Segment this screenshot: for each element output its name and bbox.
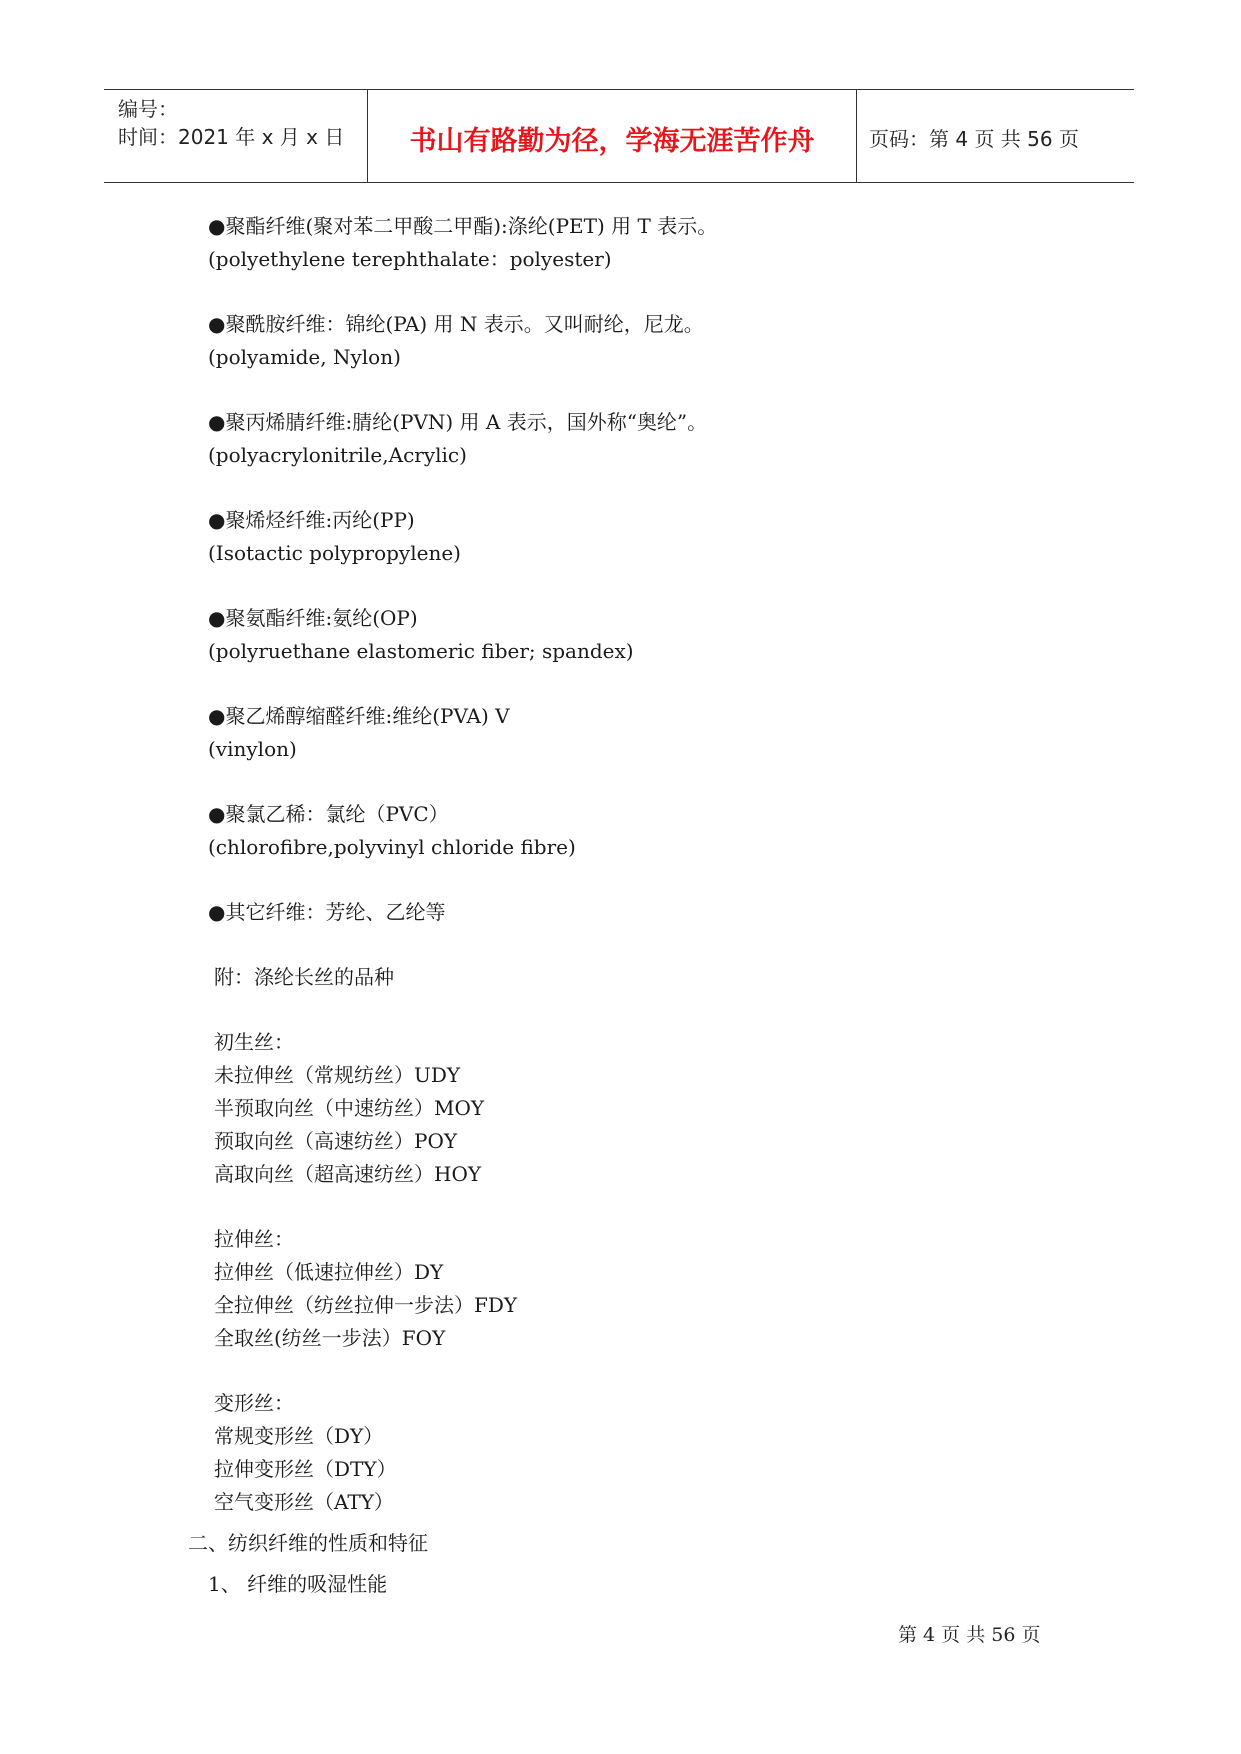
subsection-heading: 1、 纤维的吸湿性能 (208, 1572, 388, 1596)
group-item: 空气变形丝（ATY） (214, 1490, 394, 1514)
header-motto-cell (367, 90, 857, 182)
fiber-name: ●聚酯纤维(聚对苯二甲酸二甲酯):涤纶(PET) 用 T 表示。 (208, 214, 718, 238)
fiber-english: (chlorofibre,polyvinyl chloride fibre) (208, 835, 576, 859)
fiber-name: ●聚氨酯纤维:氨纶(OP) (208, 606, 418, 630)
document-date-label: 时间：2021 年 x 月 x 日 (118, 125, 345, 149)
group-title: 拉伸丝： (214, 1227, 294, 1251)
page-footer: 第 4 页 共 56 页 (898, 1624, 1041, 1646)
fiber-english: (Isotactic polypropylene) (208, 541, 461, 565)
fiber-name: ●聚丙烯腈纤维:腈纶(PVN) 用 A 表示，国外称“奥纶”。 (208, 410, 708, 434)
fiber-name: ●聚乙烯醇缩醛纤维:维纶(PVA) V (208, 704, 510, 728)
section-heading: 二、纺织纤维的性质和特征 (188, 1531, 428, 1555)
header-table (104, 89, 1134, 183)
fiber-english: (polyamide, Nylon) (208, 345, 401, 369)
group-title: 初生丝： (214, 1030, 294, 1054)
group-title: 变形丝： (214, 1391, 294, 1415)
header-motto: 书山有路勤为径，学海无涯苦作舟 (409, 126, 815, 157)
document-number-label: 编号： (118, 97, 178, 121)
fiber-name: ●聚酰胺纤维：锦纶(PA) 用 N 表示。又叫耐纶，尼龙。 (208, 312, 704, 336)
appendix-title: 附：涤纶长丝的品种 (214, 965, 394, 989)
fiber-english: (polyethylene terephthalate：polyester) (208, 247, 612, 271)
fiber-english: (polyruethane elastomeric fiber; spandex) (208, 639, 634, 663)
group-item: 拉伸丝（低速拉伸丝）DY (214, 1260, 444, 1284)
fiber-english: (polyacrylonitrile,Acrylic) (208, 443, 467, 467)
group-item: 全拉伸丝（纺丝拉伸一步法）FDY (214, 1293, 518, 1317)
group-item: 未拉伸丝（常规纺丝）UDY (214, 1063, 461, 1087)
group-item: 预取向丝（高速纺丝）POY (214, 1129, 458, 1153)
fiber-english: (vinylon) (208, 737, 297, 761)
other-fibers: ●其它纤维：芳纶、乙纶等 (208, 900, 446, 924)
fiber-name: ●聚烯烃纤维:丙纶(PP) (208, 508, 415, 532)
header-info-cell (104, 90, 367, 182)
group-item: 半预取向丝（中速纺丝）MOY (214, 1096, 485, 1120)
group-item: 全取丝(纺丝一步法）FOY (214, 1326, 446, 1350)
group-item: 常规变形丝（DY） (214, 1424, 384, 1448)
group-item: 拉伸变形丝（DTY） (214, 1457, 397, 1481)
header-page-cell (857, 90, 1134, 182)
header-page-code: 页码：第 4 页 共 56 页 (869, 127, 1079, 151)
group-item: 高取向丝（超高速纺丝）HOY (214, 1162, 482, 1186)
fiber-name: ●聚氯乙稀：氯纶（PVC） (208, 802, 449, 826)
